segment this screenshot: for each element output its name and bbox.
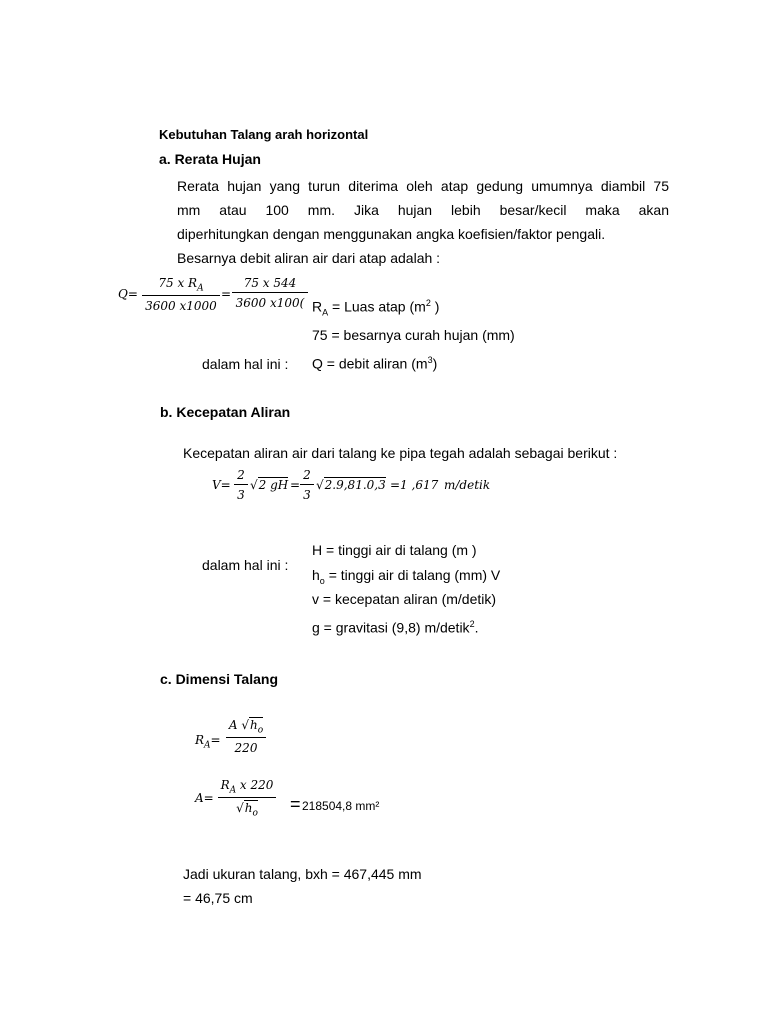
definition-ho: $h_o$ = tinggi air di talang (mm) V — [312, 567, 501, 586]
definition-intro-b: dalam hal ini : — [202, 557, 289, 573]
formula-v-root-2: √2.9,81.0,3 — [316, 478, 386, 492]
formula-a-equals: = — [290, 794, 301, 814]
document-heading: Kebutuhan Talang arah horizontal — [159, 127, 369, 142]
definition-h: H = tinggi air di talang (m ) — [312, 542, 477, 558]
formula-v-root-1: √2 gH — [250, 478, 289, 492]
formula-a-fraction: $\frac{R_A x 220}{√h_o}$ — [218, 778, 276, 819]
section-a-paragraph — [177, 174, 669, 270]
section-a-title: a. Rerata Hujan — [159, 151, 261, 167]
formula-ra-lhs: $R_A=$ — [195, 733, 221, 751]
formula-q-fraction-2 — [232, 276, 308, 310]
section-b-intro: Kecepatan aliran air dari talang ke pipa tegah adalah sebagai berikut : — [183, 445, 618, 461]
formula-a-result: 218504,8 mm² — [302, 799, 380, 813]
formula-v-fraction-1: $\frac{2}{3}$ — [234, 468, 248, 502]
fraction-denominator: 3600 x100( — [232, 292, 308, 310]
formula-v-unit: m/detik — [444, 478, 491, 492]
fraction-denominator: 3600 x1000 — [142, 295, 220, 313]
section-b-title: b. Kecepatan Aliran — [160, 404, 291, 420]
paragraph-line: mm atau 100 mm. Jika hujan lebih besar/kecil maka akan — [177, 202, 669, 218]
paragraph-line: Besarnya debit aliran air dari atap adalah : — [177, 250, 441, 266]
formula-q-lhs: Q= — [118, 287, 138, 301]
section-c-title: c. Dimensi Talang — [160, 671, 278, 687]
paragraph-line: Rerata hujan yang turun diterima oleh atap gedung umumnya diambil 75 — [177, 178, 669, 194]
formula-v-result: =1 ,617 — [390, 478, 439, 492]
formula-ra-fraction: $\frac{A √h_o}{220}$ — [226, 718, 266, 755]
paragraph-line: diperhitungkan dengan menggunakan angka koefisien/faktor pengali. — [177, 226, 606, 242]
formula-v-lhs: V= — [212, 478, 231, 492]
fraction-numerator: 75 x R — [158, 276, 198, 290]
fraction-numerator: 75 x 544 — [243, 276, 297, 290]
definition-ra: $R_A$ = Luas atap ($m^2$ ) — [312, 298, 440, 318]
formula-v-equals: = — [290, 478, 301, 492]
conclusion-line-1: Jadi ukuran talang, bxh = 467,445 mm — [183, 866, 422, 882]
formula-v-fraction-2: $\frac{2}{3}$ — [300, 468, 314, 502]
definition-curah-hujan: 75 = besarnya curah hujan (mm) — [312, 327, 515, 343]
subscript: A — [197, 283, 204, 294]
definition-g: g = gravitasi (9,8) m/detik$^2$. — [312, 619, 479, 636]
definition-v: v = kecepatan aliran (m/detik) — [312, 591, 497, 607]
formula-a-lhs: A= — [195, 791, 214, 805]
formula-q-fraction-1 — [142, 276, 220, 313]
formula-q-equals: = — [221, 287, 232, 301]
definition-intro-a: dalam hal ini : — [202, 356, 289, 372]
conclusion-line-2: = 46,75 cm — [183, 890, 253, 906]
definition-q: Q = debit aliran $(m^3)$ — [312, 355, 438, 372]
